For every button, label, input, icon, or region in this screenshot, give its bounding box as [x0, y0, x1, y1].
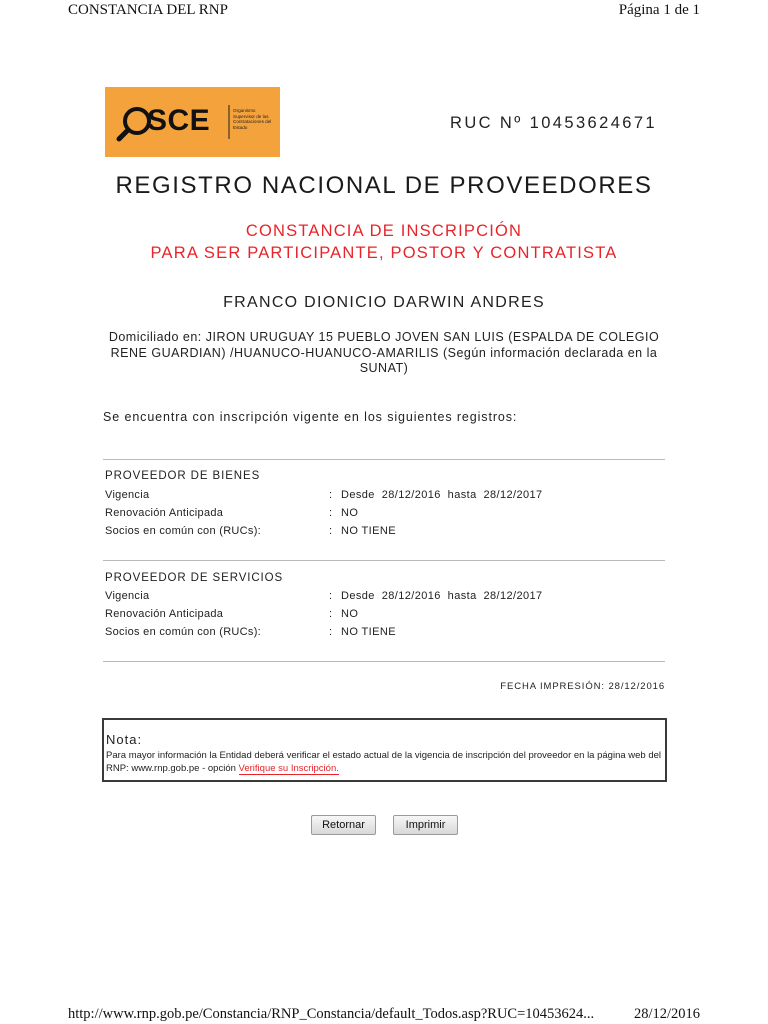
ruc-number: RUC Nº 10453624671: [450, 114, 657, 132]
row-colon: :: [329, 489, 333, 501]
print-footer-date: 28/12/2016: [633, 1006, 700, 1022]
row-colon: :: [329, 507, 333, 519]
row-label-renovacion: Renovación Anticipada: [105, 507, 224, 519]
row-label-socios: Socios en común con (RUCs):: [105, 626, 262, 638]
logo-tagline: Organismo Supervisor de las Contrataciones del Estado: [233, 108, 272, 130]
logo-wordmark: SCE: [147, 104, 211, 137]
imprimir-button[interactable]: Imprimir: [393, 815, 458, 835]
fecha-impresion: FECHA IMPRESIÓN: 28/12/2016: [500, 681, 665, 692]
divider: [103, 560, 665, 561]
registro-title-servicios: PROVEEDOR DE SERVICIOS: [105, 572, 284, 584]
nota-text: [106, 750, 662, 775]
provider-name: FRANCO DIONICIO DARWIN ANDRES: [223, 294, 545, 311]
print-header-title: CONSTANCIA DEL RNP: [68, 2, 228, 18]
row-value-socios: NO TIENE: [341, 626, 396, 638]
row-value-vigencia: Desde 28/12/2016 hasta 28/12/2017: [341, 590, 543, 602]
row-value-renovacion: NO: [341, 608, 359, 620]
nota-box: [102, 718, 667, 782]
row-colon: :: [329, 525, 333, 537]
nota-title: Nota:: [106, 732, 143, 747]
subtitle-participante: PARA SER PARTICIPANTE, POSTOR Y CONTRATISTA: [150, 244, 618, 262]
row-value-renovacion: NO: [341, 507, 359, 519]
row-label-socios: Socios en común con (RUCs):: [105, 525, 262, 537]
print-footer-url: http://www.rnp.gob.pe/Constancia/RNP_Constancia/default_Todos.asp?RUC=10453624...: [68, 1006, 595, 1022]
divider: [103, 661, 665, 662]
print-header-page-number: Página 1 de 1: [618, 2, 700, 18]
registros-intro: Se encuentra con inscripción vigente en los siguientes registros:: [103, 410, 518, 424]
row-value-socios: NO TIENE: [341, 525, 396, 537]
row-label-vigencia: Vigencia: [105, 489, 150, 501]
row-label-renovacion: Renovación Anticipada: [105, 608, 224, 620]
osce-logo: [105, 87, 280, 157]
divider: [103, 459, 665, 460]
retornar-button[interactable]: Retornar: [311, 815, 376, 835]
page-title: REGISTRO NACIONAL DE PROVEEDORES: [115, 172, 653, 199]
registro-title-bienes: PROVEEDOR DE BIENES: [105, 470, 261, 482]
row-colon: :: [329, 626, 333, 638]
verifique-inscripcion-link[interactable]: Verifique su Inscripción.: [238, 762, 339, 774]
nota-body: Para mayor información la Entidad deberá verificar el estado actual de la vigencia de inscripción del proveedor en la página web del RNP: www.rnp.gob.pe - opción: [106, 750, 662, 774]
row-label-vigencia: Vigencia: [105, 590, 150, 602]
row-colon: :: [329, 590, 333, 602]
row-colon: :: [329, 608, 333, 620]
provider-address: Domiciliado en: JIRON URUGUAY 15 PUEBLO JOVEN SAN LUIS (ESPALDA DE COLEGIO RENE GUARDIAN) /HUANUCO-HUANUCO-AMARILIS (Según información declarada en la SUNAT): [108, 330, 660, 375]
row-value-vigencia: Desde 28/12/2016 hasta 28/12/2017: [341, 489, 543, 501]
subtitle-constancia: CONSTANCIA DE INSCRIPCIÓN: [245, 222, 523, 240]
